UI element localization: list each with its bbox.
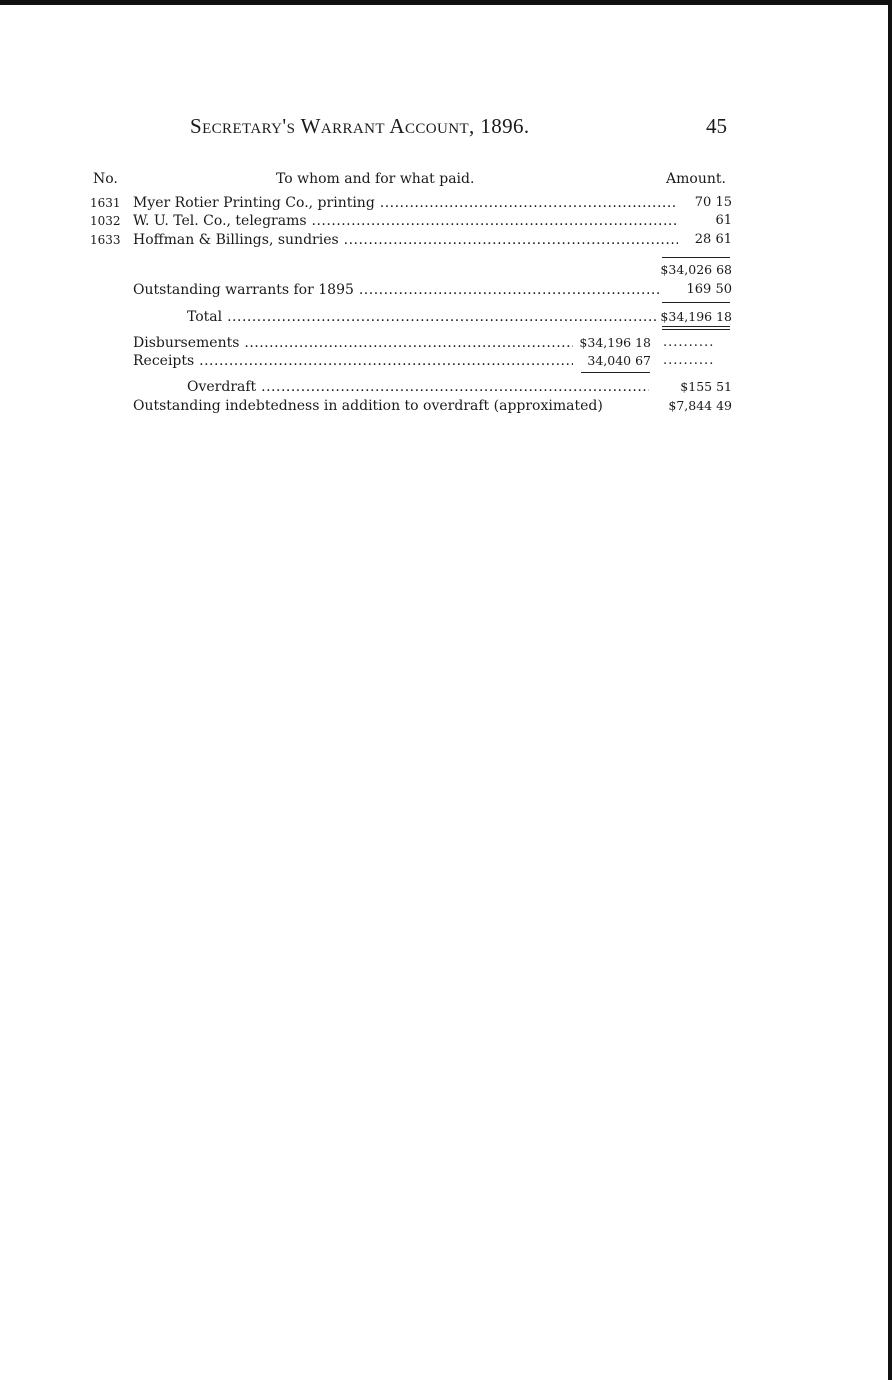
column-header-description: To whom and for what paid. bbox=[276, 171, 475, 187]
outstanding-warrants-label: Outstanding warrants for 1895 ..... bbox=[133, 281, 661, 299]
total-amount: $34,196 18 bbox=[660, 309, 732, 324]
receipts-amount: 34,040 67 bbox=[587, 353, 651, 368]
total-label: Total ..... bbox=[187, 308, 657, 326]
total-rule bbox=[662, 302, 730, 303]
disbursements-label: Disbursements ..... bbox=[133, 334, 573, 352]
indebtedness-label: Outstanding indebtedness in addition to overdraft (approximated) bbox=[133, 398, 603, 414]
payee-description: W. U. Tel. Co., telegrams ..... bbox=[133, 212, 678, 230]
page-title: Secretary's Warrant Account, 1896. bbox=[190, 114, 530, 138]
receipts-row bbox=[0, 352, 892, 370]
disbursements-empty-amount: .......... bbox=[663, 335, 715, 350]
disbursements-row bbox=[0, 334, 892, 352]
outstanding-warrants-amount: 169 50 bbox=[686, 282, 732, 297]
total-double-rule bbox=[662, 326, 730, 330]
page-header bbox=[0, 114, 892, 140]
warrant-number: 1032 bbox=[90, 214, 121, 228]
warrant-number: 1631 bbox=[90, 196, 121, 210]
indebtedness-row bbox=[0, 397, 892, 415]
receipts-empty-amount: .......... bbox=[663, 353, 715, 368]
entry-amount: 61 bbox=[715, 213, 732, 228]
column-header-no: No. bbox=[93, 171, 118, 187]
payee-description: Hoffman & Billings, sundries ..... bbox=[133, 231, 678, 249]
disbursements-amount: $34,196 18 bbox=[579, 335, 651, 350]
page-number: 45 bbox=[706, 114, 727, 138]
page-top-border bbox=[0, 0, 892, 5]
overdraft-amount: $155 51 bbox=[680, 379, 732, 394]
receipts-label: Receipts ..... bbox=[133, 352, 573, 370]
table-row bbox=[0, 212, 892, 230]
outstanding-warrants-row bbox=[0, 281, 892, 299]
subtotal-rule bbox=[662, 257, 730, 258]
total-row bbox=[0, 308, 892, 326]
indebtedness-amount: $7,844 49 bbox=[668, 398, 732, 413]
overdraft-label: Overdraft ..... bbox=[187, 378, 649, 396]
entry-amount: 70 15 bbox=[694, 195, 732, 210]
table-row bbox=[0, 231, 892, 249]
receipts-rule bbox=[581, 372, 650, 373]
warrant-number: 1633 bbox=[90, 233, 121, 247]
payee-description: Myer Rotier Printing Co., printing ..... bbox=[133, 194, 678, 212]
entry-amount: 28 61 bbox=[694, 232, 732, 247]
table-row bbox=[0, 194, 892, 212]
column-header-amount: Amount. bbox=[666, 171, 726, 187]
overdraft-row bbox=[0, 378, 892, 396]
subtotal-amount: $34,026 68 bbox=[660, 262, 732, 277]
